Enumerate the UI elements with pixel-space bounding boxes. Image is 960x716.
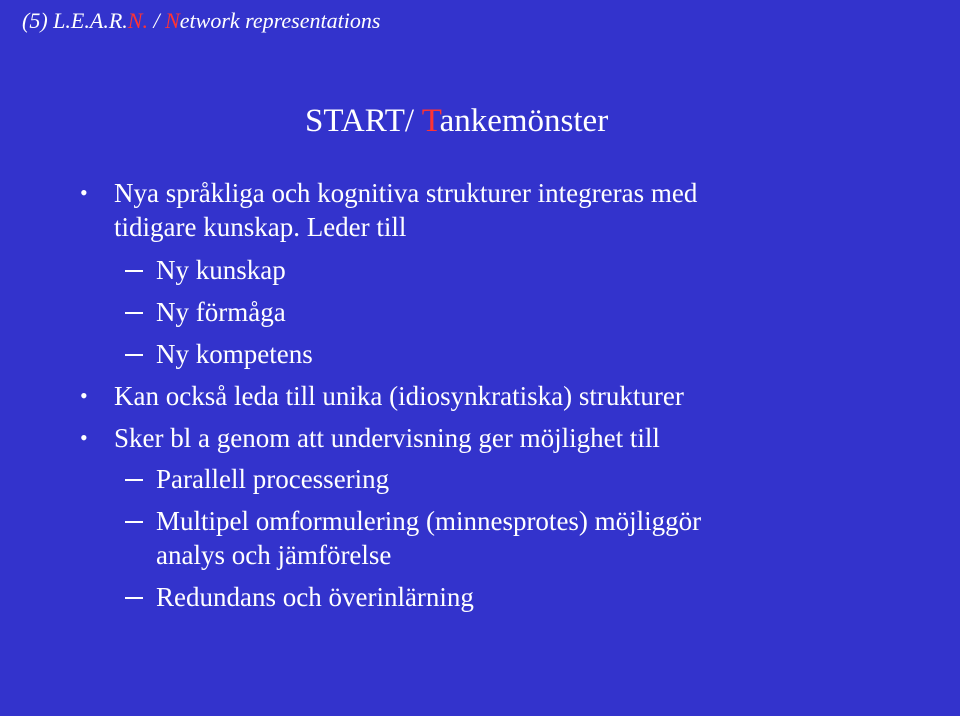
bullet-dot-icon: • (80, 383, 88, 408)
learn-letter-l: L (53, 8, 66, 33)
title-part2-first: T (421, 103, 440, 139)
sub2-item2-line2: analys och jämförelse (156, 540, 392, 570)
learn-letter-a: A (89, 8, 104, 33)
slide-number: (5) (22, 8, 54, 33)
bullet-dot-icon: • (80, 425, 88, 450)
sub1-item3: Ny kompetens (156, 339, 313, 369)
dash-icon (125, 521, 143, 523)
sub1-item2: Ny förmåga (156, 297, 286, 327)
learn-letter-n: N (127, 8, 143, 33)
title-slash: / (404, 103, 422, 139)
title-part2-rest: ankemönster (439, 103, 609, 139)
sub2-item2-line1: Multipel omformulering (minnesprotes) möjliggör (156, 506, 702, 536)
dash-icon (125, 312, 143, 314)
dash-icon (125, 479, 143, 481)
sub1-item1: Ny kunskap (156, 255, 286, 285)
bullet1-line1: Nya språkliga och kognitiva strukturer integreras med (114, 178, 698, 208)
bullet-dot-icon: • (80, 180, 88, 205)
sub2-item1: Parallell processering (156, 464, 390, 494)
slide-header: (5) L.E.A.R.N. / Network representations (22, 8, 381, 33)
dash-icon (125, 270, 143, 272)
learn-letter-e: E (70, 8, 85, 33)
learn-letter-r: R (108, 8, 123, 33)
title-part1: START (305, 103, 405, 139)
dash-icon (125, 354, 143, 356)
bullet2-text: Kan också leda till unika (idiosynkratiska) strukturer (114, 381, 684, 411)
topic-rest: etwork representations (179, 8, 381, 33)
bullet1-line2: tidigare kunskap. Leder till (114, 212, 407, 242)
sub2-item3: Redundans och överinlärning (156, 582, 474, 612)
topic-first-letter: N (165, 8, 180, 33)
bullet3-text: Sker bl a genom att undervisning ger möjlighet till (114, 423, 660, 453)
dash-icon (125, 597, 143, 599)
header-separator: / (147, 8, 166, 33)
